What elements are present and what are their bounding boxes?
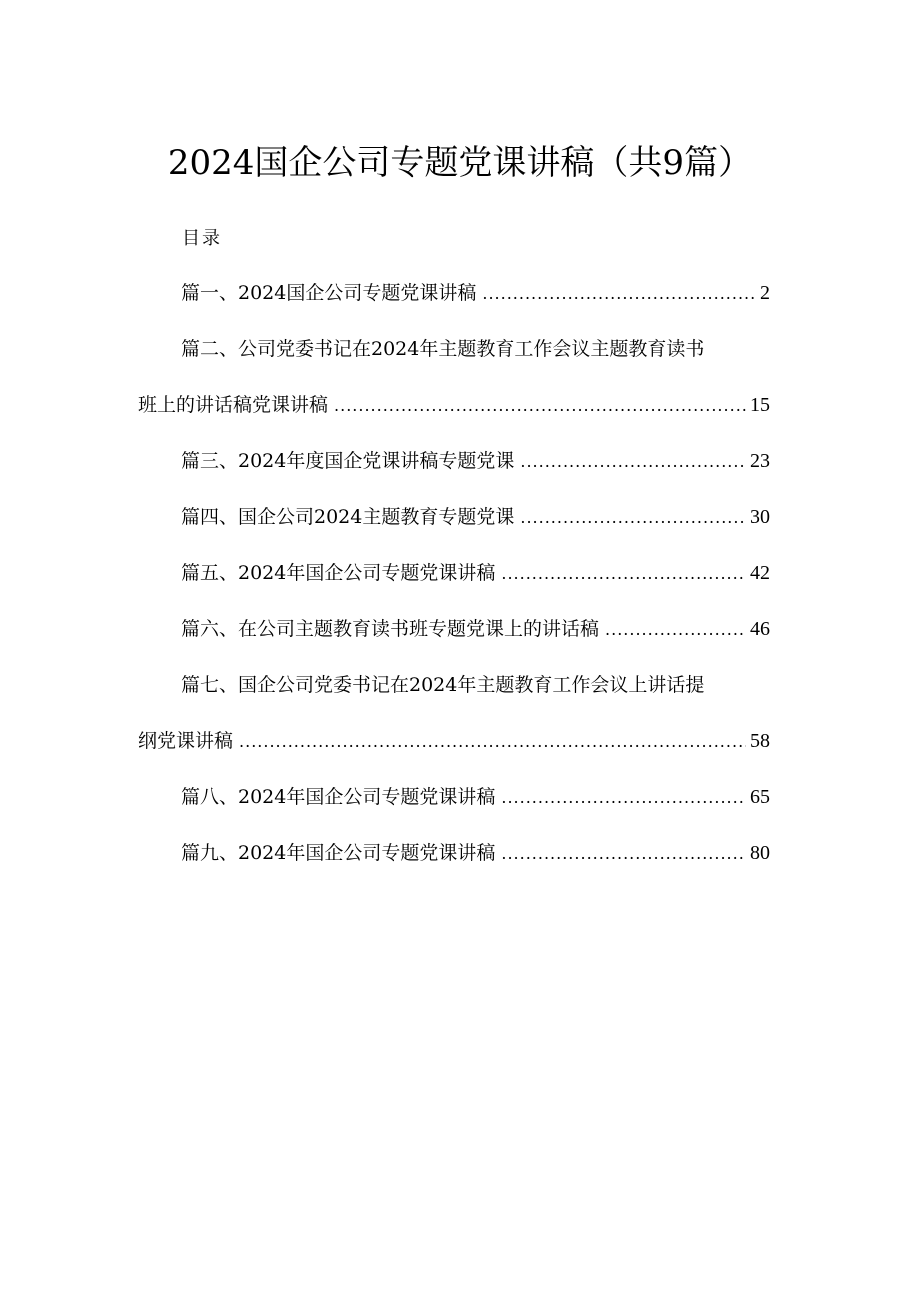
- toc-page-number: 58: [750, 730, 770, 752]
- toc-leader: [520, 447, 746, 477]
- toc-entry[interactable]: [138, 446, 770, 476]
- toc-entry[interactable]: [138, 278, 770, 308]
- toc-entry-line1[interactable]: [138, 670, 770, 700]
- toc-entry-text: 篇二、公司党委书记在2024年主题教育工作会议主题教育读书: [181, 338, 705, 360]
- toc-leader: [239, 727, 746, 757]
- toc-entry-line1[interactable]: [138, 334, 770, 364]
- toc-page-number: 46: [750, 618, 770, 640]
- document-title: 2024国企公司专题党课讲稿（共9篇）: [167, 143, 753, 183]
- toc-entry-text: 篇六、在公司主题教育读书班专题党课上的讲话稿: [181, 618, 600, 640]
- toc-leader: [520, 503, 746, 533]
- toc-entry-text: 篇三、2024年度国企党课讲稿专题党课: [181, 450, 515, 472]
- toc-page-number: 65: [750, 786, 770, 808]
- toc-entry[interactable]: [138, 502, 770, 532]
- toc-entry-text: 篇九、2024年国企公司专题党课讲稿: [181, 842, 496, 864]
- toc-leader: [334, 391, 746, 421]
- toc-entry-text: 篇四、国企公司2024主题教育专题党课: [181, 506, 515, 528]
- toc-entry[interactable]: [138, 782, 770, 812]
- toc-entry-text: 篇八、2024年国企公司专题党课讲稿: [181, 786, 496, 808]
- toc-page-number: 30: [750, 506, 770, 528]
- toc-page-number: 42: [750, 562, 770, 584]
- toc-entry[interactable]: [138, 614, 770, 644]
- toc-label: 目录: [182, 228, 222, 249]
- toc-entry-text: 篇五、2024年国企公司专题党课讲稿: [181, 562, 496, 584]
- toc-page-number: 2: [760, 282, 770, 304]
- toc-entry-text: 篇七、国企公司党委书记在2024年主题教育工作会议上讲话提: [181, 674, 705, 696]
- toc-leader: [501, 839, 746, 869]
- toc-entry[interactable]: [138, 558, 770, 588]
- toc-entry-line2[interactable]: [138, 726, 770, 756]
- toc-leader: [501, 559, 746, 589]
- toc-entry-line2[interactable]: [138, 390, 770, 420]
- toc-entry-text: 篇一、2024国企公司专题党课讲稿: [181, 282, 477, 304]
- toc-entry-text: 纲党课讲稿: [138, 730, 234, 752]
- toc-leader: [482, 279, 756, 309]
- toc-page-number: 80: [750, 842, 770, 864]
- toc-entry[interactable]: [138, 838, 770, 868]
- toc-page-number: 23: [750, 450, 770, 472]
- toc-page-number: 15: [750, 394, 770, 416]
- toc-entry-text: 班上的讲话稿党课讲稿: [138, 394, 329, 416]
- toc-leader: [501, 783, 746, 813]
- toc-leader: [605, 615, 746, 645]
